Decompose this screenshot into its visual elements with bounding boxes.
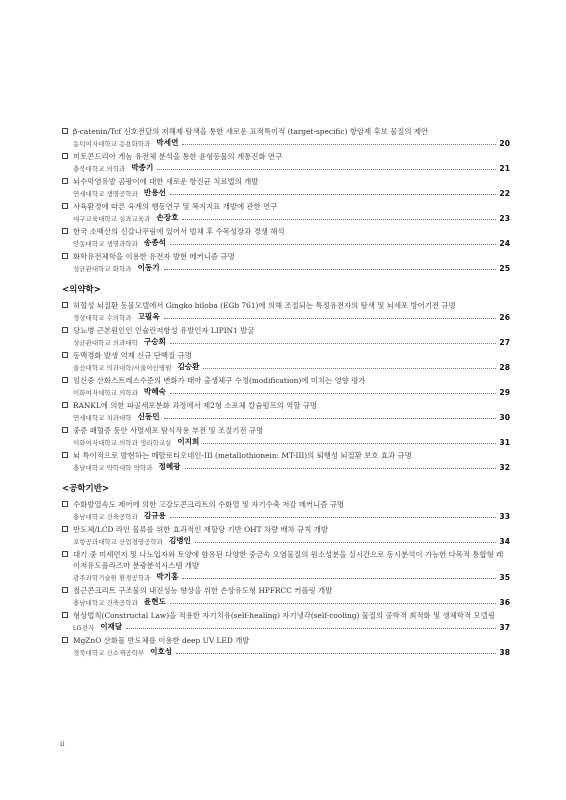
entry-title-row xyxy=(60,350,510,361)
dot-leader xyxy=(126,628,496,629)
entry-byline xyxy=(60,461,510,472)
checkbox-square-icon xyxy=(62,203,68,209)
entry-title-row xyxy=(60,176,510,187)
entry-page-number: 34 xyxy=(499,537,510,546)
entry-affiliation: 대구교육대학교 실과교육과 xyxy=(73,215,151,223)
page-folio: ii xyxy=(60,740,65,748)
entry-author: 박종기 xyxy=(131,163,154,172)
entry-page-number: 26 xyxy=(499,313,510,322)
entry-affiliation: 성균관대학교 의과대학 xyxy=(73,339,138,347)
entry-title: 임신중 산화스트레스수준의 변화가 태아 출생체구 수정(modification)에 미치는 영향 평가 xyxy=(73,376,366,385)
toc-entry xyxy=(60,325,510,347)
entry-affiliation: 포항공과대학교 산업경영공학과 xyxy=(73,538,163,546)
entry-title: 뇌 특이적으로 발현하는 메탈로티오네인-III (metallothionein: MT-III)의 퇴행성 뇌질환 보호 효과 규명 xyxy=(73,451,412,460)
entry-page-number: 37 xyxy=(499,623,510,632)
entry-affiliation: 충남대학교 건축공학과 xyxy=(73,513,138,521)
entry-author: 박혜숙 xyxy=(143,387,166,396)
toc-entry xyxy=(60,126,510,148)
entry-affiliation: 이화여자대학교 의학과 생리학교실 xyxy=(73,439,172,447)
entry-author: 송종석 xyxy=(143,238,166,247)
entry-page-number: 27 xyxy=(499,338,510,347)
entry-byline xyxy=(60,237,510,248)
entry-title-row xyxy=(60,450,510,461)
checkbox-square-icon xyxy=(62,153,68,159)
entry-affiliation: 연세대학교 생명공학과 xyxy=(73,190,138,198)
entry-title-row xyxy=(60,635,510,646)
entry-affiliation: 동덕여자대학교 응용화학과 xyxy=(73,140,151,148)
entry-byline xyxy=(60,137,510,148)
entry-title-row xyxy=(60,400,510,411)
entry-title: 대기 중 미세먼지 및 나노입자와 토양에 함유된 다양한 중금속 오염물질의 원소성분을 실시간으로 동시분석이 가능한 다목적 통합형 레이저유도플라즈마 분광분석시스템 개발 xyxy=(73,550,504,570)
checkbox-square-icon xyxy=(62,352,68,358)
entry-author: 김규용 xyxy=(143,511,166,520)
entry-author: 이호성 xyxy=(150,647,173,656)
entry-page-number: 35 xyxy=(499,573,510,582)
entry-title-row xyxy=(60,151,510,162)
toc-entry xyxy=(60,635,510,657)
entry-affiliation: 경북대학교 신소재공학부 xyxy=(73,649,145,657)
entry-author: 박세연 xyxy=(156,138,179,147)
entry-author: 윤현도 xyxy=(143,597,166,606)
entry-byline xyxy=(60,386,510,397)
toc-entry xyxy=(60,524,510,546)
dot-leader xyxy=(164,418,497,419)
checkbox-square-icon xyxy=(62,302,68,308)
toc-entry xyxy=(60,585,510,607)
entry-byline xyxy=(60,187,510,198)
dot-leader xyxy=(182,144,496,145)
entry-title: 철근콘크리트 구조물의 내진성능 향상을 위한 손상유도형 HPFRCC 커플링 개발 xyxy=(73,586,333,595)
section-heading: <공학기반> xyxy=(62,484,110,494)
dot-leader xyxy=(170,244,497,245)
toc-entry xyxy=(60,400,510,422)
toc-entry xyxy=(60,375,510,397)
entry-title-row xyxy=(60,425,510,436)
checkbox-square-icon xyxy=(62,612,68,618)
toc-entry xyxy=(60,450,510,472)
toc-entry xyxy=(60,610,510,632)
dot-leader xyxy=(170,517,497,518)
dot-leader xyxy=(170,603,497,604)
section-heading: <의약학> xyxy=(62,285,101,295)
entry-byline xyxy=(60,336,510,347)
checkbox-square-icon xyxy=(62,253,68,259)
entry-byline xyxy=(60,311,510,322)
entry-page-number: 32 xyxy=(499,463,510,472)
entry-title-row xyxy=(60,300,510,311)
entry-page-number: 31 xyxy=(499,438,510,447)
entry-author: 박기홍 xyxy=(156,572,179,581)
entry-byline xyxy=(60,621,510,632)
dot-leader xyxy=(195,542,496,543)
checkbox-square-icon xyxy=(62,178,68,184)
entry-title: 뇌수막염유발 곰팡이에 대한 새로운 항진균 치료법의 개발 xyxy=(73,177,259,186)
entry-author: 이지희 xyxy=(177,437,200,446)
entry-page-number: 25 xyxy=(499,264,510,273)
entry-page-number: 36 xyxy=(499,598,510,607)
toc-entry xyxy=(60,300,510,322)
dot-leader xyxy=(203,443,496,444)
entry-page-number: 22 xyxy=(499,189,510,198)
entry-affiliation: 경상대학교 수의학과 xyxy=(73,314,132,322)
entry-affiliation: LG전자 xyxy=(73,624,95,632)
entry-byline xyxy=(60,535,510,546)
entry-byline xyxy=(60,212,510,223)
toc-entry xyxy=(60,251,510,273)
entry-author: 이재달 xyxy=(100,622,123,631)
entry-title-row xyxy=(60,251,510,262)
entry-author: 반용선 xyxy=(143,188,166,197)
entry-title-row xyxy=(60,226,510,237)
entry-byline xyxy=(60,596,510,607)
toc-entry xyxy=(60,425,510,447)
entry-title-row xyxy=(60,610,510,621)
entry-author: 정혜광 xyxy=(158,462,181,471)
entry-title: MgZnO 산화물 반도체를 이용한 deep UV LED 개발 xyxy=(73,636,250,645)
entry-title: 수화발열속도 제어에 의한 고강도콘크리트의 수화열 및 자기수축 저감 메커니즘 규명 xyxy=(73,500,345,509)
entry-author: 손장호 xyxy=(156,213,179,222)
checkbox-square-icon xyxy=(62,228,68,234)
toc-section xyxy=(60,482,510,657)
entry-author: 이동기 xyxy=(137,263,160,272)
checkbox-square-icon xyxy=(62,637,68,643)
entry-byline xyxy=(60,646,510,657)
toc-section xyxy=(60,126,510,273)
dot-leader xyxy=(170,194,497,195)
toc-entry xyxy=(60,350,510,372)
entry-title: 반도체/LCD 라인 물류를 위한 효과적인 재할당 기반 OHT 차량 배차 규칙 개발 xyxy=(73,525,329,534)
dot-leader xyxy=(182,578,496,579)
dot-leader xyxy=(164,318,497,319)
entry-title-row xyxy=(60,524,510,535)
entry-byline xyxy=(60,361,510,372)
entry-title-row xyxy=(60,375,510,386)
entry-byline xyxy=(60,262,510,273)
toc-entry xyxy=(60,176,510,198)
entry-title: 미토콘드리아 게놈 유전체 분석을 통한 윤형동물의 계통진화 연구 xyxy=(73,152,283,161)
entry-byline xyxy=(60,411,510,422)
entry-page-number: 38 xyxy=(499,648,510,657)
entry-title-row xyxy=(60,325,510,336)
toc-entry xyxy=(60,226,510,248)
checkbox-square-icon xyxy=(62,526,68,532)
entry-title: 당뇨병 근본원인인 인슐린저항성 유발인자 LIPIN1 발굴 xyxy=(73,326,255,335)
entry-title-row xyxy=(60,201,510,212)
entry-author: 신동민 xyxy=(137,412,160,421)
entry-title: 화학유전체학을 이용한 유전자 발현 메커니즘 규명 xyxy=(73,252,235,261)
entry-title: 허혈성 뇌질환 동물모델에서 Gingko biloba (EGb 761)에 의해 조절되는 특정유전자의 탐색 및 뇌세포 방어기전 규명 xyxy=(73,301,456,310)
dot-leader xyxy=(164,269,497,270)
dot-leader xyxy=(157,169,496,170)
entry-title-row xyxy=(60,126,510,137)
entry-byline xyxy=(60,162,510,173)
entry-title: 형상법칙(Constructal Law)을 적용한 자기치유(self-healing) 자기냉각(self-cooling) 물질의 공학적 최적화 및 생체학적 모델링 xyxy=(73,611,495,620)
entry-affiliation: 성균관대학교 화학과 xyxy=(73,265,132,273)
toc-entry xyxy=(60,201,510,223)
entry-affiliation: 이화여자대학교 의학과 xyxy=(73,389,138,397)
entry-title-row xyxy=(60,585,510,596)
checkbox-square-icon xyxy=(62,427,68,433)
toc-entry xyxy=(60,151,510,173)
entry-title: RANKL에 의한 파골세포분화 과정에서 제2형 소포체 칼슘펌프의 역할 규명 xyxy=(73,401,318,410)
entry-affiliation: 광주과학기술원 환경공학과 xyxy=(73,574,151,582)
entry-page-number: 21 xyxy=(499,164,510,173)
entry-author: 김병인 xyxy=(168,536,191,545)
entry-author: 고필옥 xyxy=(137,312,160,321)
entry-title-row xyxy=(60,499,510,510)
checkbox-square-icon xyxy=(62,551,68,557)
toc-entry xyxy=(60,549,510,582)
toc-section xyxy=(60,283,510,472)
dot-leader xyxy=(176,653,496,654)
entry-affiliation: 연세대학교 치과대학 xyxy=(73,414,132,422)
dot-leader xyxy=(185,468,497,469)
dot-leader xyxy=(170,393,497,394)
entry-byline xyxy=(60,510,510,521)
entry-page-number: 23 xyxy=(499,214,510,223)
entry-title: 동맥경화 발생 억제 신규 단백질 규명 xyxy=(73,351,192,360)
entry-title: 한국 소백산의 신갈나무림에 있어서 벌채 후 수목성장과 경쟁 해석 xyxy=(73,227,285,236)
entry-byline xyxy=(60,436,510,447)
entry-affiliation: 충남대학교 약학대학 약학과 xyxy=(73,464,153,472)
dot-leader xyxy=(170,343,497,344)
dot-leader xyxy=(182,219,496,220)
entry-affiliation: 충북대학교 의학과 xyxy=(73,165,126,173)
checkbox-square-icon xyxy=(62,327,68,333)
checkbox-square-icon xyxy=(62,501,68,507)
checkbox-square-icon xyxy=(62,128,68,134)
entry-title: 중증 패혈증 동안 사멸세포 탐식작용 부전 및 조절기전 규명 xyxy=(73,426,264,435)
entry-page-number: 28 xyxy=(499,363,510,372)
entry-page-number: 29 xyxy=(499,388,510,397)
entry-byline xyxy=(60,571,510,582)
entry-page-number: 24 xyxy=(499,239,510,248)
dot-leader xyxy=(203,368,496,369)
entry-page-number: 20 xyxy=(499,139,510,148)
entry-author: 구승회 xyxy=(143,337,166,346)
checkbox-square-icon xyxy=(62,377,68,383)
checkbox-square-icon xyxy=(62,587,68,593)
toc-entry xyxy=(60,499,510,521)
entry-page-number: 33 xyxy=(499,512,510,521)
entry-affiliation: 충남대학교 건축공학과 xyxy=(73,599,138,607)
checkbox-square-icon xyxy=(62,452,68,458)
entry-title: β-catenin/Tcf 신호전달의 저해제 탐색을 통한 새로운 표적특이적 (target-specific) 항암제 후보 물질의 제안 xyxy=(73,127,429,136)
table-of-contents xyxy=(60,126,510,667)
entry-title: 사육환경에 따른 육계의 행동연구 및 복지지표 개발에 관한 연구 xyxy=(73,202,278,211)
entry-title-row xyxy=(60,549,510,571)
entry-page-number: 30 xyxy=(499,413,510,422)
checkbox-square-icon xyxy=(62,402,68,408)
entry-author: 김승환 xyxy=(177,362,200,371)
entry-affiliation: 울산대학교 의과대학/서울아산병원 xyxy=(73,364,172,372)
entry-affiliation: 안동대학교 생명과학과 xyxy=(73,240,138,248)
